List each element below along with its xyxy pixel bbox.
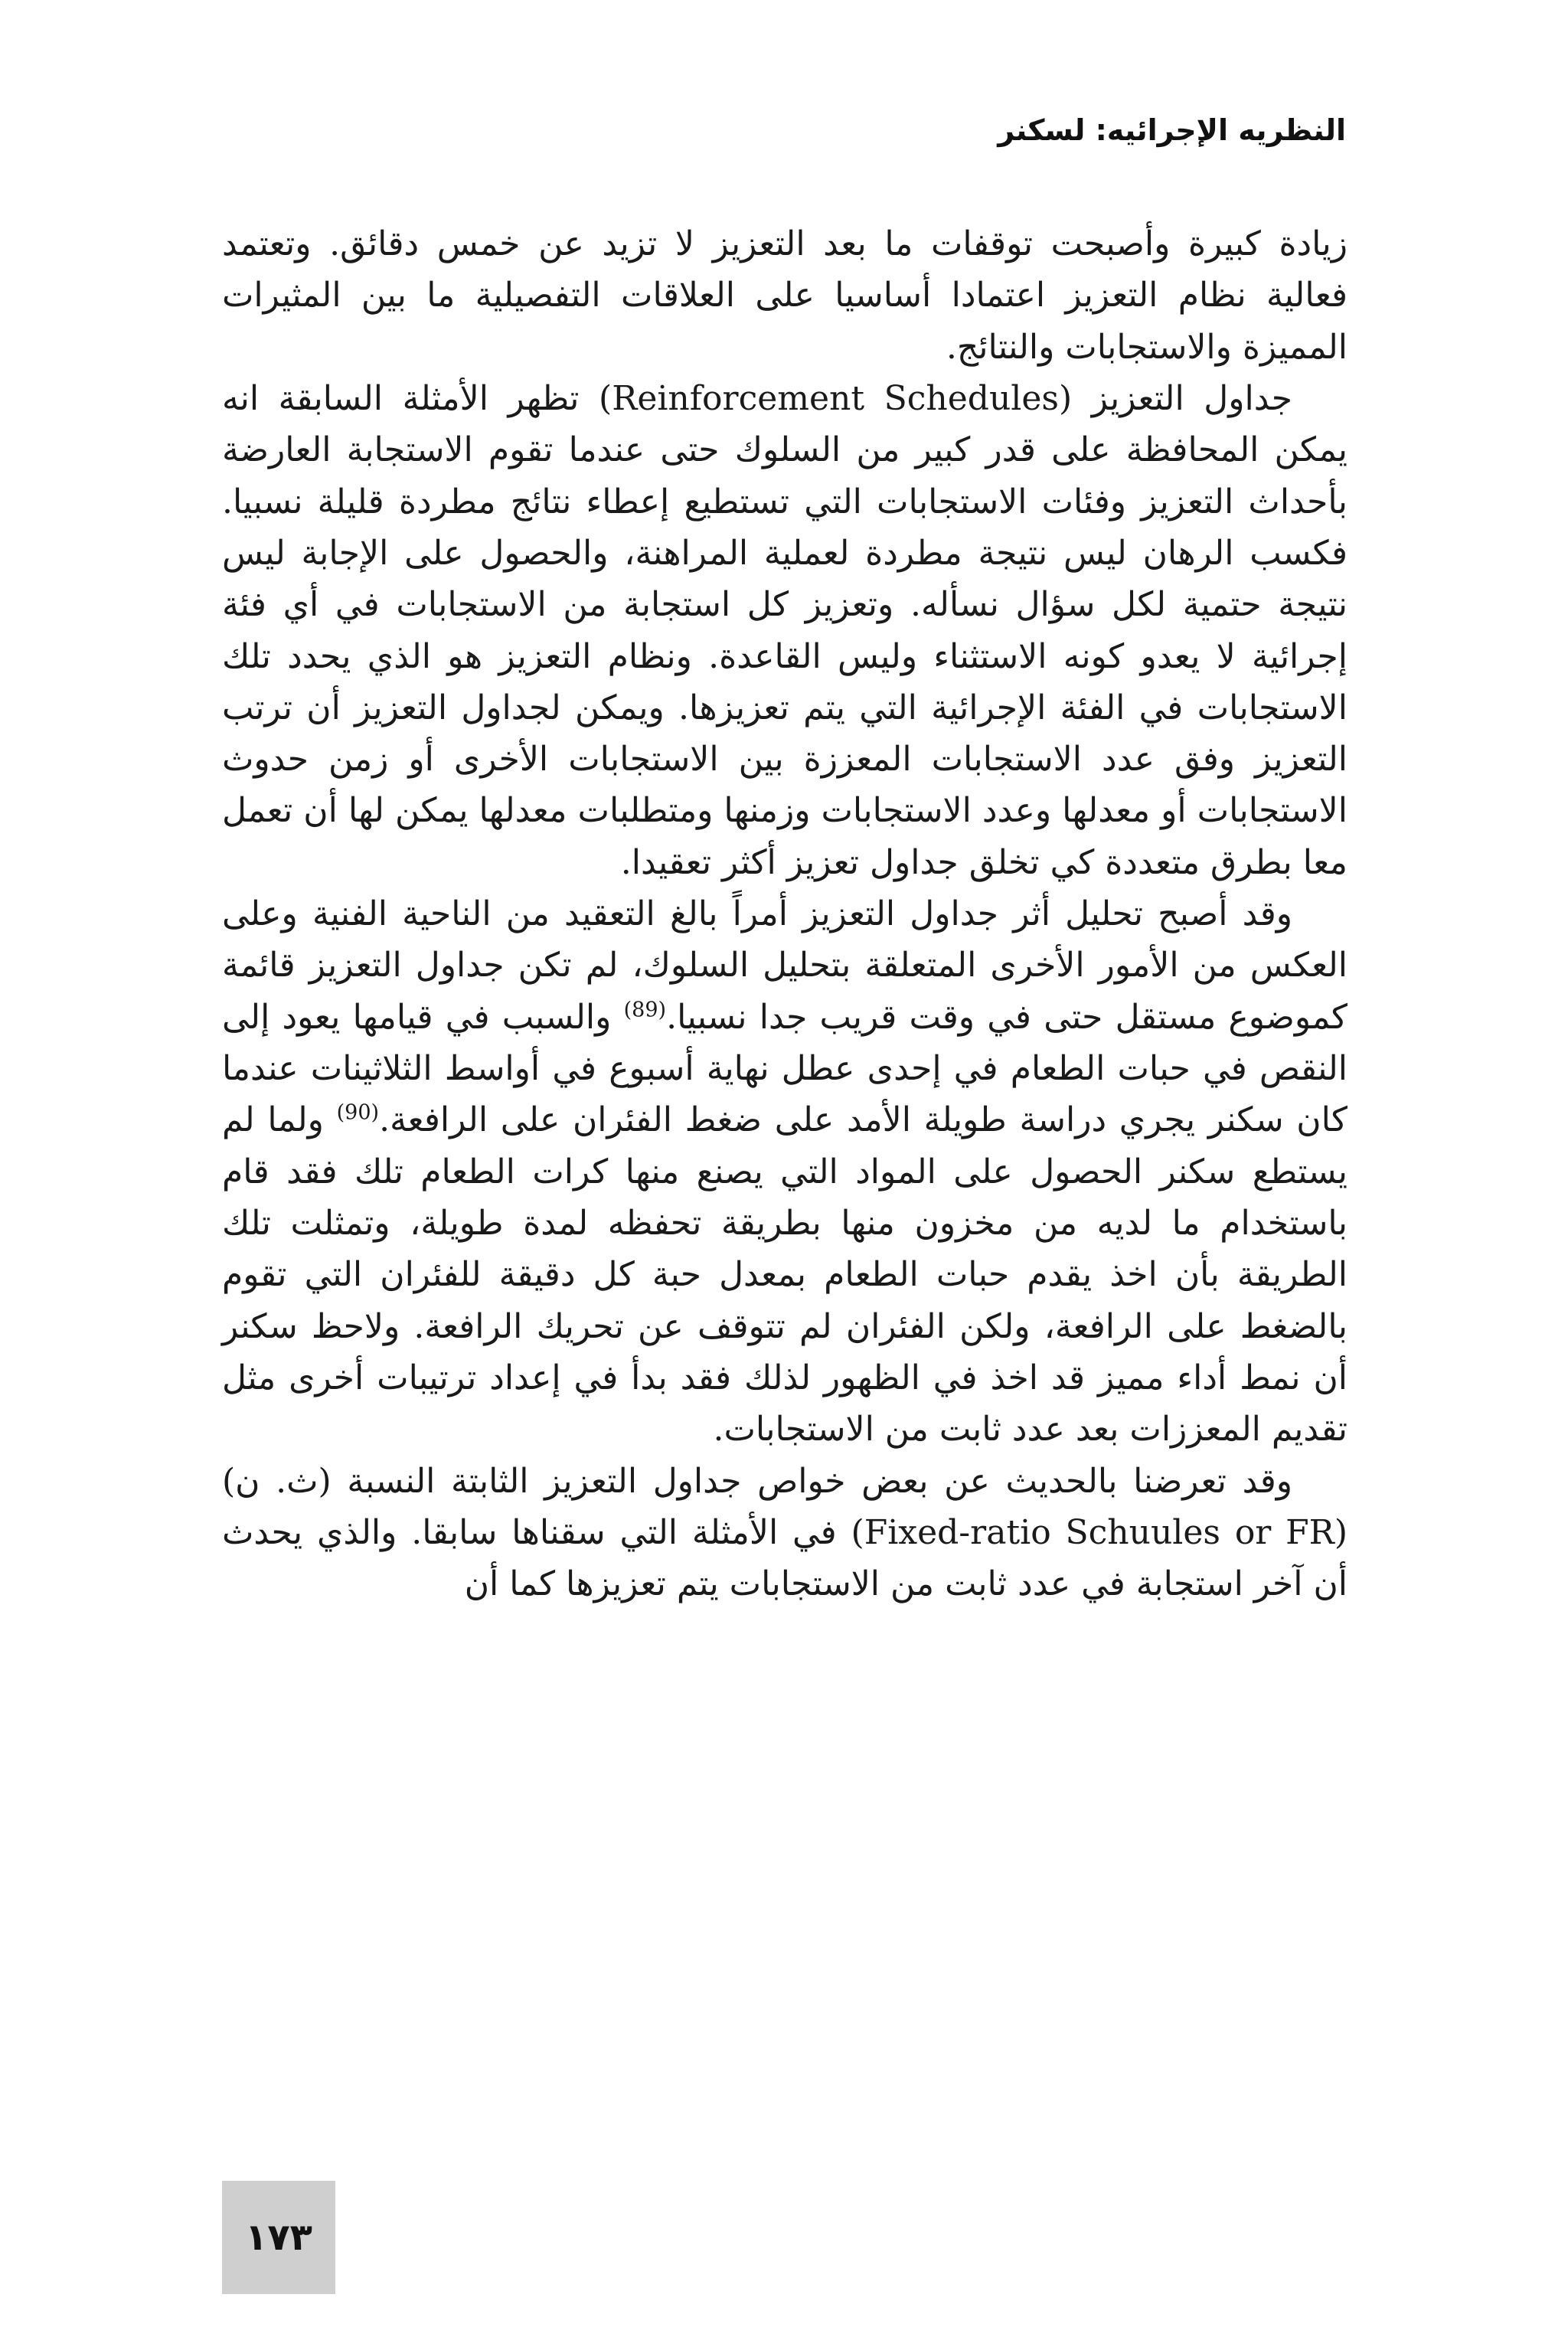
body-text	[222, 218, 1348, 1610]
paragraph-3-text-a: وقد أصبح تحليل أثر جداول التعزيز أمراً بالغ التعقيد من الناحية الفنية وعلى العكس من الأمور الأخرى المتعلقة بتحليل السلوك، لم تكن جداول التعزيز قائمة كموضوع مستقل حتى في وقت قريب جدا نسبيا.	[222, 894, 1348, 1037]
paragraph-2: جداول التعزيز (Reinforcement Schedules) تظهر الأمثلة السابقة انه يمكن المحافظة على قدر كبير من السلوك حتى عندما تقوم الاستجابة العارضة بأحداث التعزيز وفئات الاستجابات التي تستطيع إعطاء نتائج مطردة قليلة نسبيا. فكسب الرهان ليس نتيجة مطردة لعملية المراهنة، والحصول على الإجابة ليس نتيجة حتمية لكل سؤال نسأله. وتعزيز كل استجابة من الاستجابات في أي فئة إجرائية لا يعدو كونه الاستثناء وليس القاعدة. ونظام التعزيز هو الذي يحدد تلك الاستجابات في الفئة الإجرائية التي يتم تعزيزها. ويمكن لجداول التعزيز أن ترتب التعزيز وفق عدد الاستجابات المعززة بين الاستجابات الأخرى أو زمن حدوث الاستجابات أو معدلها وعدد الاستجابات وزمنها ومتطلبات معدلها يمكن لها أن تعمل معا بطرق متعددة كي تخلق جداول تعزيز أكثر تعقيدا.	[222, 378, 1348, 882]
running-header: النظريه الإجرائيه: لسكنر	[998, 113, 1346, 147]
paragraph-3-text-c: ولما لم يستطع سكنر الحصول على المواد التي يصنع منها كرات الطعام تلك فقد قام باستخدام ما لديه من مخزون منها بطريقة تحفظه لمدة طويلة، وتمثلت تلك الطريقة بأن اخذ يقدم حبات الطعام بمعدل حبة كل دقيقة للفئران التي تقوم بالضغط على الرافعة، ولكن الفئران لم تتوقف عن تحريك الرافعة. ولاحظ سكنر أن نمط أداء مميز قد اخذ في الظهور لذلك فقد بدأ في إعداد ترتيبات أخرى مثل تقديم المعززات بعد عدد ثابت من الاستجابات.	[222, 1100, 1348, 1450]
paragraph-3	[222, 888, 1348, 1455]
paragraph-3-text-b: والسبب في قيامها يعود إلى النقص في حبات الطعام في إحدى عطل نهاية أسبوع في أواسط الثلاثينات عندما كان سكنر يجري دراسة طويلة الأمد على ضغط الفئران على الرافعة.	[222, 997, 1348, 1140]
page-number-box	[222, 2181, 335, 2294]
footnote-ref-89: (89)	[623, 998, 667, 1022]
footnote-ref-90: (90)	[336, 1100, 380, 1125]
page-number: ١٧٣	[245, 2216, 312, 2259]
paragraph-4: وقد تعرضنا بالحديث عن بعض خواص جداول التعزيز الثابتة النسبة (ث. ن) (Fixed-ratio Schuules or FR) في الأمثلة التي سقناها سابقا. والذي يحدث أن آخر استجابة في عدد ثابت من الاستجابات يتم تعزيزها كما أن	[222, 1461, 1348, 1604]
paragraph-1: زيادة كبيرة وأصبحت توقفات ما بعد التعزيز لا تزيد عن خمس دقائق. وتعتمد فعالية نظام التعزيز اعتمادا أساسيا على العلاقات التفصيلية ما بين المثيرات المميزة والاستجابات والنتائج.	[222, 224, 1348, 367]
